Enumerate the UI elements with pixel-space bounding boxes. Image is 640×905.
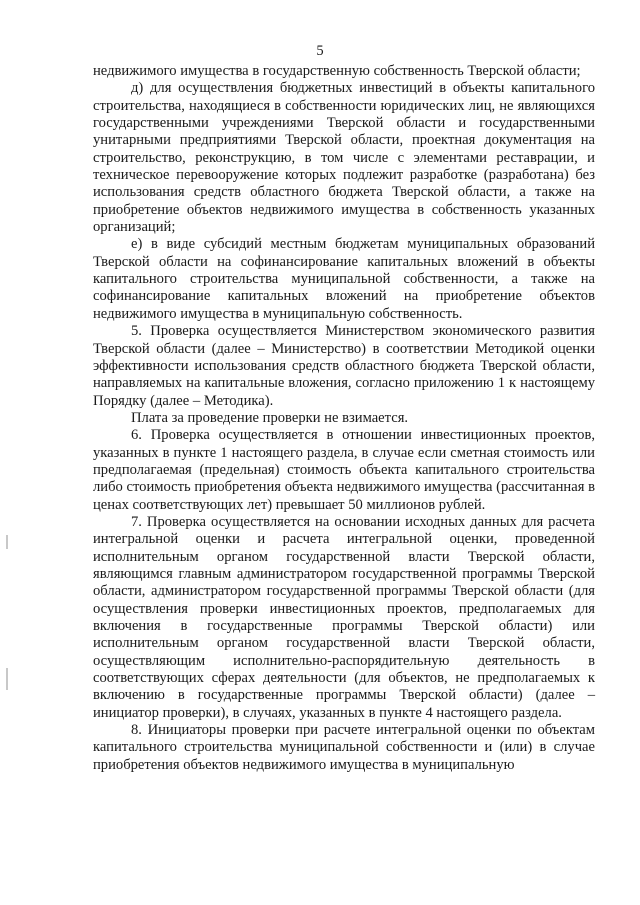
scan-margin-mark	[6, 668, 8, 690]
paragraph-clause-e: е) в виде субсидий местным бюджетам муниципальных образований Тверской области на софинансирование капитальных вложений в объекты капитального строительства муниципальной собственности, а также на софинансирование капитальных вложений на приобретение объектов недвижимого имущества в муниципальную собственность.	[93, 236, 595, 322]
paragraph-item-7: 7. Проверка осуществляется на основании исходных данных для расчета интегральной оценки и расчета интегральной оценки, проведенной исполнительным органом государственной власти Тверской области, являющимся главным администратором государственной программы Тверской области, администратором государственной программы Тверской области (для осуществления проверки инвестиционных проектов, предполагаемых для включения в государственные программы Тверской области) или исполнительным органом государственной власти Тверской области, осуществляющим исполнительно-распорядительную деятельность в соответствующих сферах деятельности (для объектов, не предполагаемых к включению в государственные программы Тверской области) (далее – инициатор проверки), в случаях, указанных в пункте 4 настоящего раздела.	[93, 513, 595, 721]
paragraph-fee-note: Плата за проведение проверки не взимается.	[131, 409, 409, 426]
paragraph-continuation: недвижимого имущества в государственную собственность Тверской области;	[93, 63, 581, 79]
document-body	[93, 63, 595, 774]
page-number: 5	[316, 43, 324, 59]
paragraph-item-6: 6. Проверка осуществляется в отношении инвестиционных проектов, указанных в пункте 1 настоящего раздела, в случае если сметная стоимость или предполагаемая (предельная) стоимость объекта капитального строительства либо стоимость приобретения объекта недвижимого имущества (рассчитанная в ценах соответствующих лет) превышает 50 миллионов рублей.	[93, 427, 595, 513]
paragraph-item-5: 5. Проверка осуществляется Министерством экономического развития Тверской области (далее – Министерство) в соответствии Методикой оценки эффективности использования средств областного бюджета Тверской области, направляемых на капитальные вложения, согласно приложению 1 к настоящему Порядку (далее – Методика).	[93, 323, 595, 409]
paragraph-item-8: 8. Инициаторы проверки при расчете интегральной оценки по объектам капитального строительства муниципальной собственности и (или) в случае приобретения объектов недвижимого имущества в муниципальную	[93, 722, 595, 773]
paragraph-clause-d: д) для осуществления бюджетных инвестиций в объекты капитального строительства, находящиеся в собственности юридических лиц, не являющихся государственными учреждениями Тверской области и государственными унитарными предприятиями Тверской области, проектная документация на строительство, реконструкцию, в том числе с элементами реставрации, и техническое перевооружение которых подлежит разработке (разработана) без использования средств областного бюджета Тверской области, а также на приобретение объектов недвижимого имущества в собственность указанных организаций;	[93, 80, 595, 236]
scan-margin-mark	[6, 535, 8, 549]
